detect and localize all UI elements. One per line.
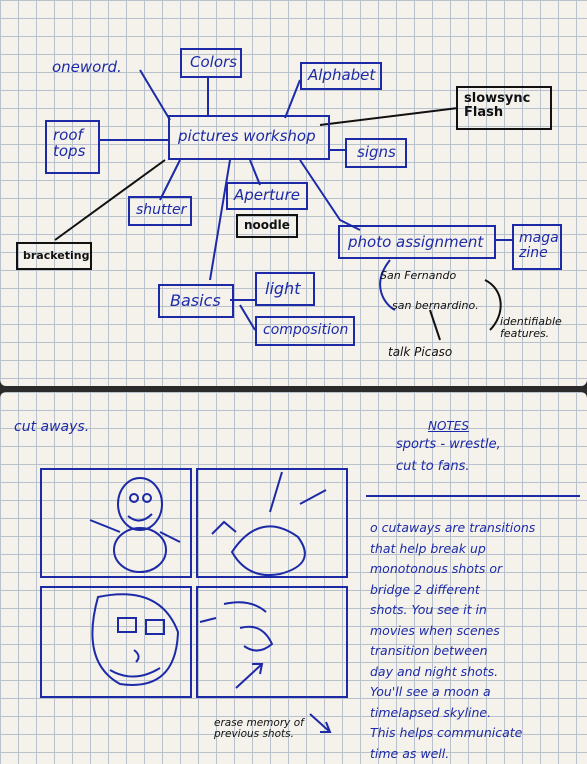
one-word-label: oneword.	[52, 58, 122, 76]
san-fernando-label: San Fernando	[380, 269, 457, 282]
storyboard-panel-4	[196, 586, 348, 698]
shutter-label: shutter	[136, 202, 187, 218]
colors-label: Colors	[190, 53, 237, 71]
notebook-page-bottom	[0, 392, 587, 764]
body-line: day and night shots.	[370, 663, 499, 679]
notes-title: NOTES	[428, 419, 469, 433]
bracketing-box	[16, 242, 92, 270]
aperture-label: Aperture	[234, 186, 300, 204]
roof-tops-label: roof tops	[53, 126, 86, 160]
alphabet-box	[300, 62, 382, 90]
roof-tops-box	[45, 120, 100, 174]
noodle-label: noodle	[244, 218, 290, 232]
erase-memory-caption: erase memory of previous shots.	[214, 717, 304, 741]
body-line: movies when scenes	[370, 622, 500, 638]
body-line: timelapsed skyline.	[370, 704, 492, 720]
slow-sync-label: slowsync Flash	[464, 91, 531, 120]
photo-assignment-box	[338, 225, 496, 259]
storyboard-panel-1	[40, 468, 192, 578]
body-line: shots. You see it in	[370, 602, 487, 617]
alphabet-label: Alphabet	[308, 66, 376, 84]
body-line: monotonous shots or	[370, 561, 503, 576]
note-item-1: sports - wrestle,	[396, 437, 501, 452]
body-line: time as well.	[370, 745, 450, 761]
composition-label: composition	[263, 322, 349, 338]
bracketing-label: bracketing	[23, 249, 90, 262]
note-item-2: cut to fans.	[396, 459, 470, 474]
storyboard-panel-3	[40, 586, 192, 698]
light-label: light	[265, 279, 301, 298]
magazine-box	[512, 224, 562, 270]
identifiable-features-label: identifiable features.	[500, 315, 562, 340]
cutaway-notes-body	[370, 518, 584, 764]
body-line: bridge 2 different	[370, 581, 480, 597]
center-topic-box	[168, 115, 330, 160]
composition-box	[255, 316, 355, 346]
body-line: o cutaways are transitions	[370, 520, 536, 535]
cutaways-heading: cut aways.	[14, 419, 90, 435]
photo-assignment-label: photo assignment	[348, 233, 484, 251]
body-line: You'll see a moon a	[370, 684, 491, 699]
body-line: that help break up	[370, 540, 486, 556]
talk-picasso-label: talk Picaso	[388, 345, 453, 359]
signs-label: signs	[357, 143, 396, 161]
colors-box	[180, 48, 242, 78]
light-box	[255, 272, 315, 306]
aperture-box	[226, 182, 308, 210]
basics-label: Basics	[170, 291, 221, 310]
slow-sync-box	[456, 86, 552, 130]
magazine-label: maga zine	[519, 230, 559, 261]
noodle-box	[236, 214, 298, 238]
storyboard-panel-2	[196, 468, 348, 578]
signs-box	[345, 138, 407, 168]
basics-box	[158, 284, 234, 318]
san-bernardino-label: san bernardino.	[392, 299, 479, 312]
body-line: This helps communicate	[370, 725, 523, 740]
shutter-box	[128, 196, 192, 226]
body-line: transition between	[370, 643, 488, 658]
center-topic-label: pictures workshop	[178, 127, 316, 145]
